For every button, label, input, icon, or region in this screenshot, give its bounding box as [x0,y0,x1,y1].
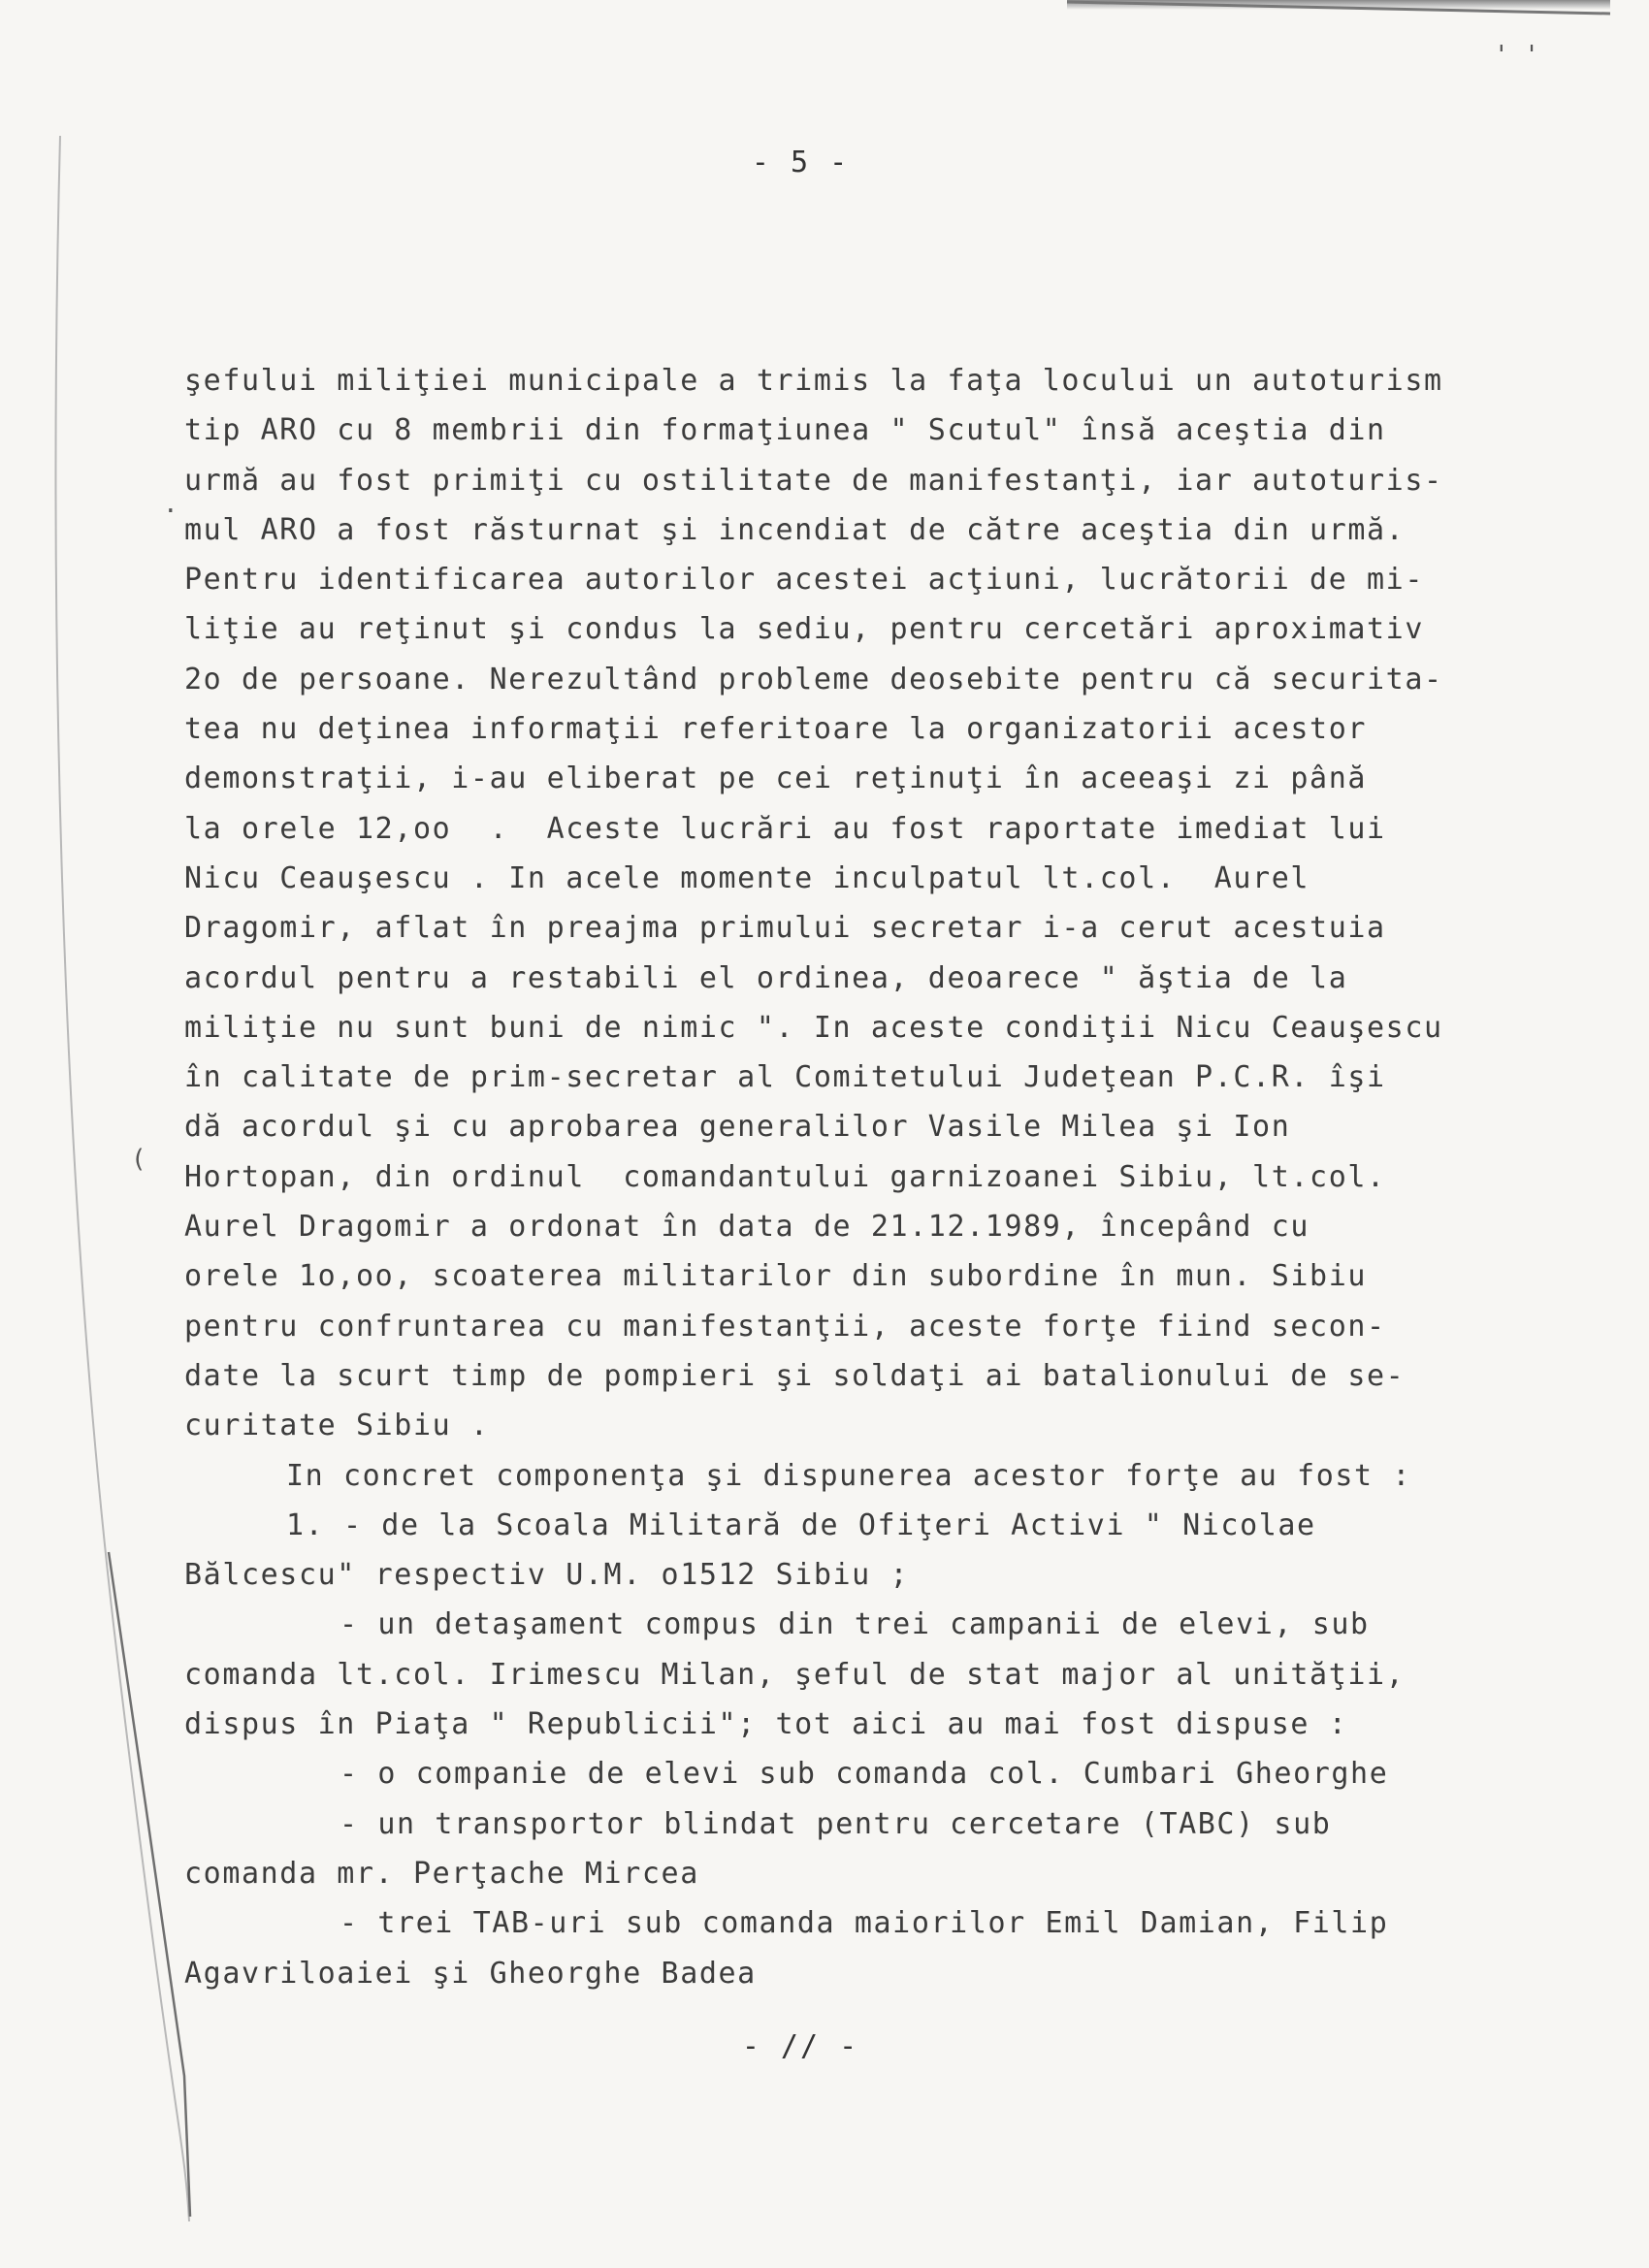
margin-mark-bracket: ( [131,1145,146,1174]
text-line: liţie au reţinut şi condus la sediu, pentru cercetări aproximativ [184,612,1424,647]
text-line: acordul pentru a restabili el ordinea, deoarece " ăştia de la [184,960,1348,995]
text-line: dă acordul şi cu aprobarea generalilor Vasile Milea şi Ion [184,1110,1291,1145]
sub-item-tabc-cont: comanda mr. Perţache Mircea [184,1856,699,1891]
text-line: în calitate de prim-secretar al Comitetului Judeţean P.C.R. îşi [184,1060,1386,1095]
sub-item-tabs-cont: Agavriloaiei şi Gheorghe Badea [184,1956,757,1991]
text-line: şefului miliţiei municipale a trimis la faţa locului un autoturism [184,364,1443,398]
text-line: Pentru identificarea autorilor acestei acţiuni, lucrătorii de mi- [184,563,1424,598]
text-line: tip ARO cu 8 membrii din formaţiunea " Scutul" însă aceştia din [184,413,1386,448]
paragraph-forces-intro: In concret componenţa şi dispunerea acestor forţe au fost : [286,1458,1412,1493]
text-line: tea nu deţinea informaţii referitoare la organizatorii acestor [184,712,1368,747]
text-line: urmă au fost primiţi cu ostilitate de manifestanţi, iar autoturis- [184,463,1443,498]
sub-item-detachment: - un detaşament compus din trei campanii de elevi, sub [340,1607,1370,1642]
text-line: orele 1o,oo, scoaterea militarilor din subordine în mun. Sibiu [184,1259,1368,1294]
text-line: la orele 12,oo . Aceste lucrări au fost raportate imediat lui [184,811,1386,846]
margin-mark-left: · [163,497,178,526]
text-line: miliţie nu sunt buni de nimic ". In aceste condiţii Nicu Ceauşescu [184,1010,1443,1045]
sub-item-tabs: - trei TAB-uri sub comanda maiorilor Emil Damian, Filip [340,1906,1389,1941]
text-line: Aurel Dragomir a ordonat în data de 21.12.1989, începând cu [184,1210,1310,1245]
continuation-mark: - // - [741,2029,859,2063]
text-line: Nicu Ceauşescu . In acele momente inculpatul lt.col. Aurel [184,860,1310,895]
sub-item-detachment-cont: dispus în Piaţa " Republicii"; tot aici au mai fost dispuse : [184,1707,1348,1742]
sub-item-company: - o companie de elevi sub comanda col. Cumbari Gheorghe [340,1757,1389,1792]
sub-item-detachment-cont: comanda lt.col. Irimescu Milan, şeful de stat major al unităţii, [184,1657,1406,1692]
text-line: Dragomir, aflat în preajma primului secretar i-a cerut acestuia [184,911,1386,946]
text-line: pentru confruntarea cu manifestanţii, aceste forţe fiind secon- [184,1309,1386,1344]
text-line: curitate Sibiu . [184,1409,490,1443]
text-line: Hortopan, din ordinul comandantului garnizoanei Sibiu, lt.col. [184,1159,1386,1194]
sub-item-tabc: - un transportor blindat pentru cercetare (TABC) sub [340,1806,1332,1841]
text-line: date la scurt timp de pompieri şi soldaţi ai batalionului de se- [184,1358,1406,1393]
text-line: demonstraţii, i-au eliberat pe cei reţinuţi în aceeaşi zi până [184,761,1368,796]
text-line: 2o de persoane. Nerezultând probleme deosebite pentru că securita- [184,662,1443,697]
body-text [184,356,1523,1998]
text-line: mul ARO a fost răsturnat şi incendiat de către aceştia din urmă. [184,512,1406,547]
margin-mark-top-right: ' ' [1494,41,1539,70]
scan-top-edge [1067,0,1610,10]
page-number: - 5 - [751,146,850,179]
list-item-1: 1. - de la Scoala Militară de Ofiţeri Activi " Nicolae [286,1507,1316,1542]
list-item-1-continuation: Bălcescu" respectiv U.M. o1512 Sibiu ; [184,1558,910,1593]
